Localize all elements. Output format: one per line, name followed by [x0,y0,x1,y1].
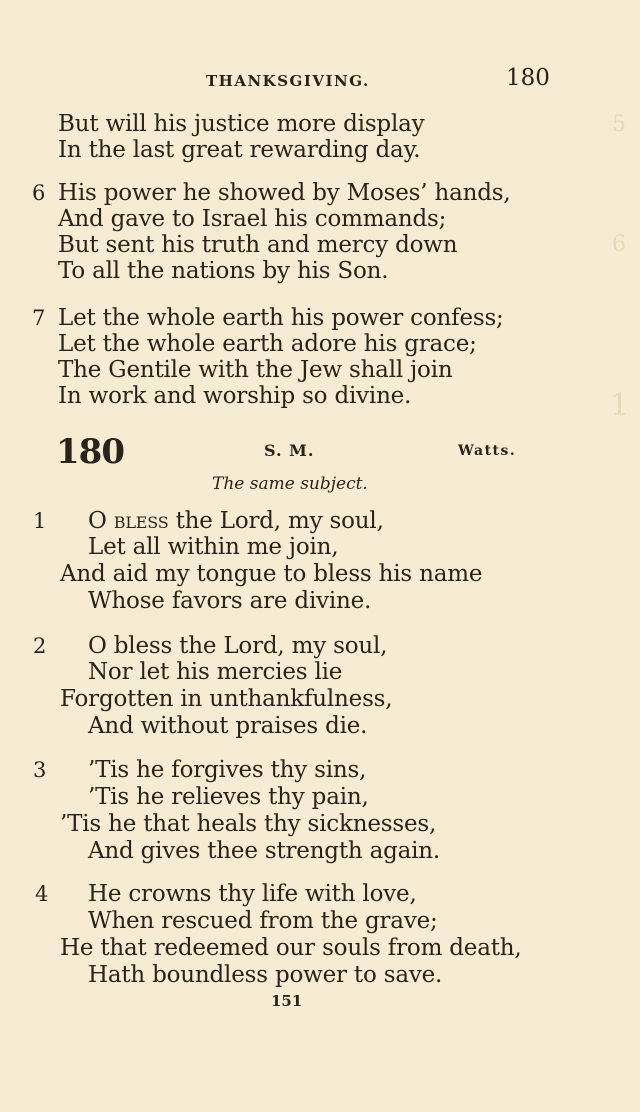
verse-line: When rescued from the grave; [88,908,438,934]
verse-line: Let all within me join, [88,534,339,560]
verse-line: And aid my tongue to bless his name [60,561,483,587]
verse-line: Forgotten in unthankfulness, [60,686,393,712]
verse-line: To all the nations by his Son. [58,258,389,284]
hymn-meter: S. M. [264,441,315,460]
verse-line: He that redeemed our souls from death, [60,935,522,961]
verse-line: His power he showed by Moses’ hands, [58,180,511,206]
hymn-number: 180 [56,432,124,472]
verse-line: And gave to Israel his commands; [58,206,447,232]
page-number: 180 [506,65,550,91]
verse-line: O bless the Lord, my soul, [88,633,388,659]
verse-line: And gives thee strength again. [88,838,441,864]
verse-line: But will his justice more display [58,111,425,137]
verse-line-rest: the Lord, my soul, [168,508,384,534]
verse-line: But sent his truth and mercy down [58,232,458,258]
stanza-number: 3 [33,758,47,782]
stanza-number: 1 [33,509,47,533]
verse-line: Nor let his mercies lie [88,659,343,685]
bleed-through-mark: 1 [610,388,630,423]
running-title: THANKSGIVING. [206,72,370,90]
stanza-number: 4 [35,882,49,906]
bleed-through-mark: 6 [612,232,626,257]
hymn-subject: The same subject. [212,474,368,494]
hymn-author: Watts. [458,443,517,459]
verse-line: In work and worship so divine. [58,383,412,409]
verse-line: In the last great rewarding day. [58,137,421,163]
verse-line: ’Tis he relieves thy pain, [88,784,369,810]
verse-line: ’Tis he that heals thy sicknesses, [60,811,437,837]
folio-number: 151 [271,992,303,1010]
stanza-number: 2 [33,634,47,658]
verse-line [88,508,384,534]
verse-line: The Gentile with the Jew shall join [58,357,453,383]
verse-line: Hath boundless power to save. [88,962,443,988]
opening-words: O bless [88,508,169,534]
verse-line: Let the whole earth his power confess; [58,305,504,331]
stanza-number: 6 [32,181,46,205]
bleed-through-mark: 5 [612,112,626,137]
verse-line: Whose favors are divine. [88,588,372,614]
verse-line: He crowns thy life with love, [88,881,417,907]
verse-line: ’Tis he forgives thy sins, [88,757,367,783]
stanza-number: 7 [32,306,46,330]
verse-line: Let the whole earth adore his grace; [58,331,477,357]
verse-line: And without praises die. [88,713,368,739]
